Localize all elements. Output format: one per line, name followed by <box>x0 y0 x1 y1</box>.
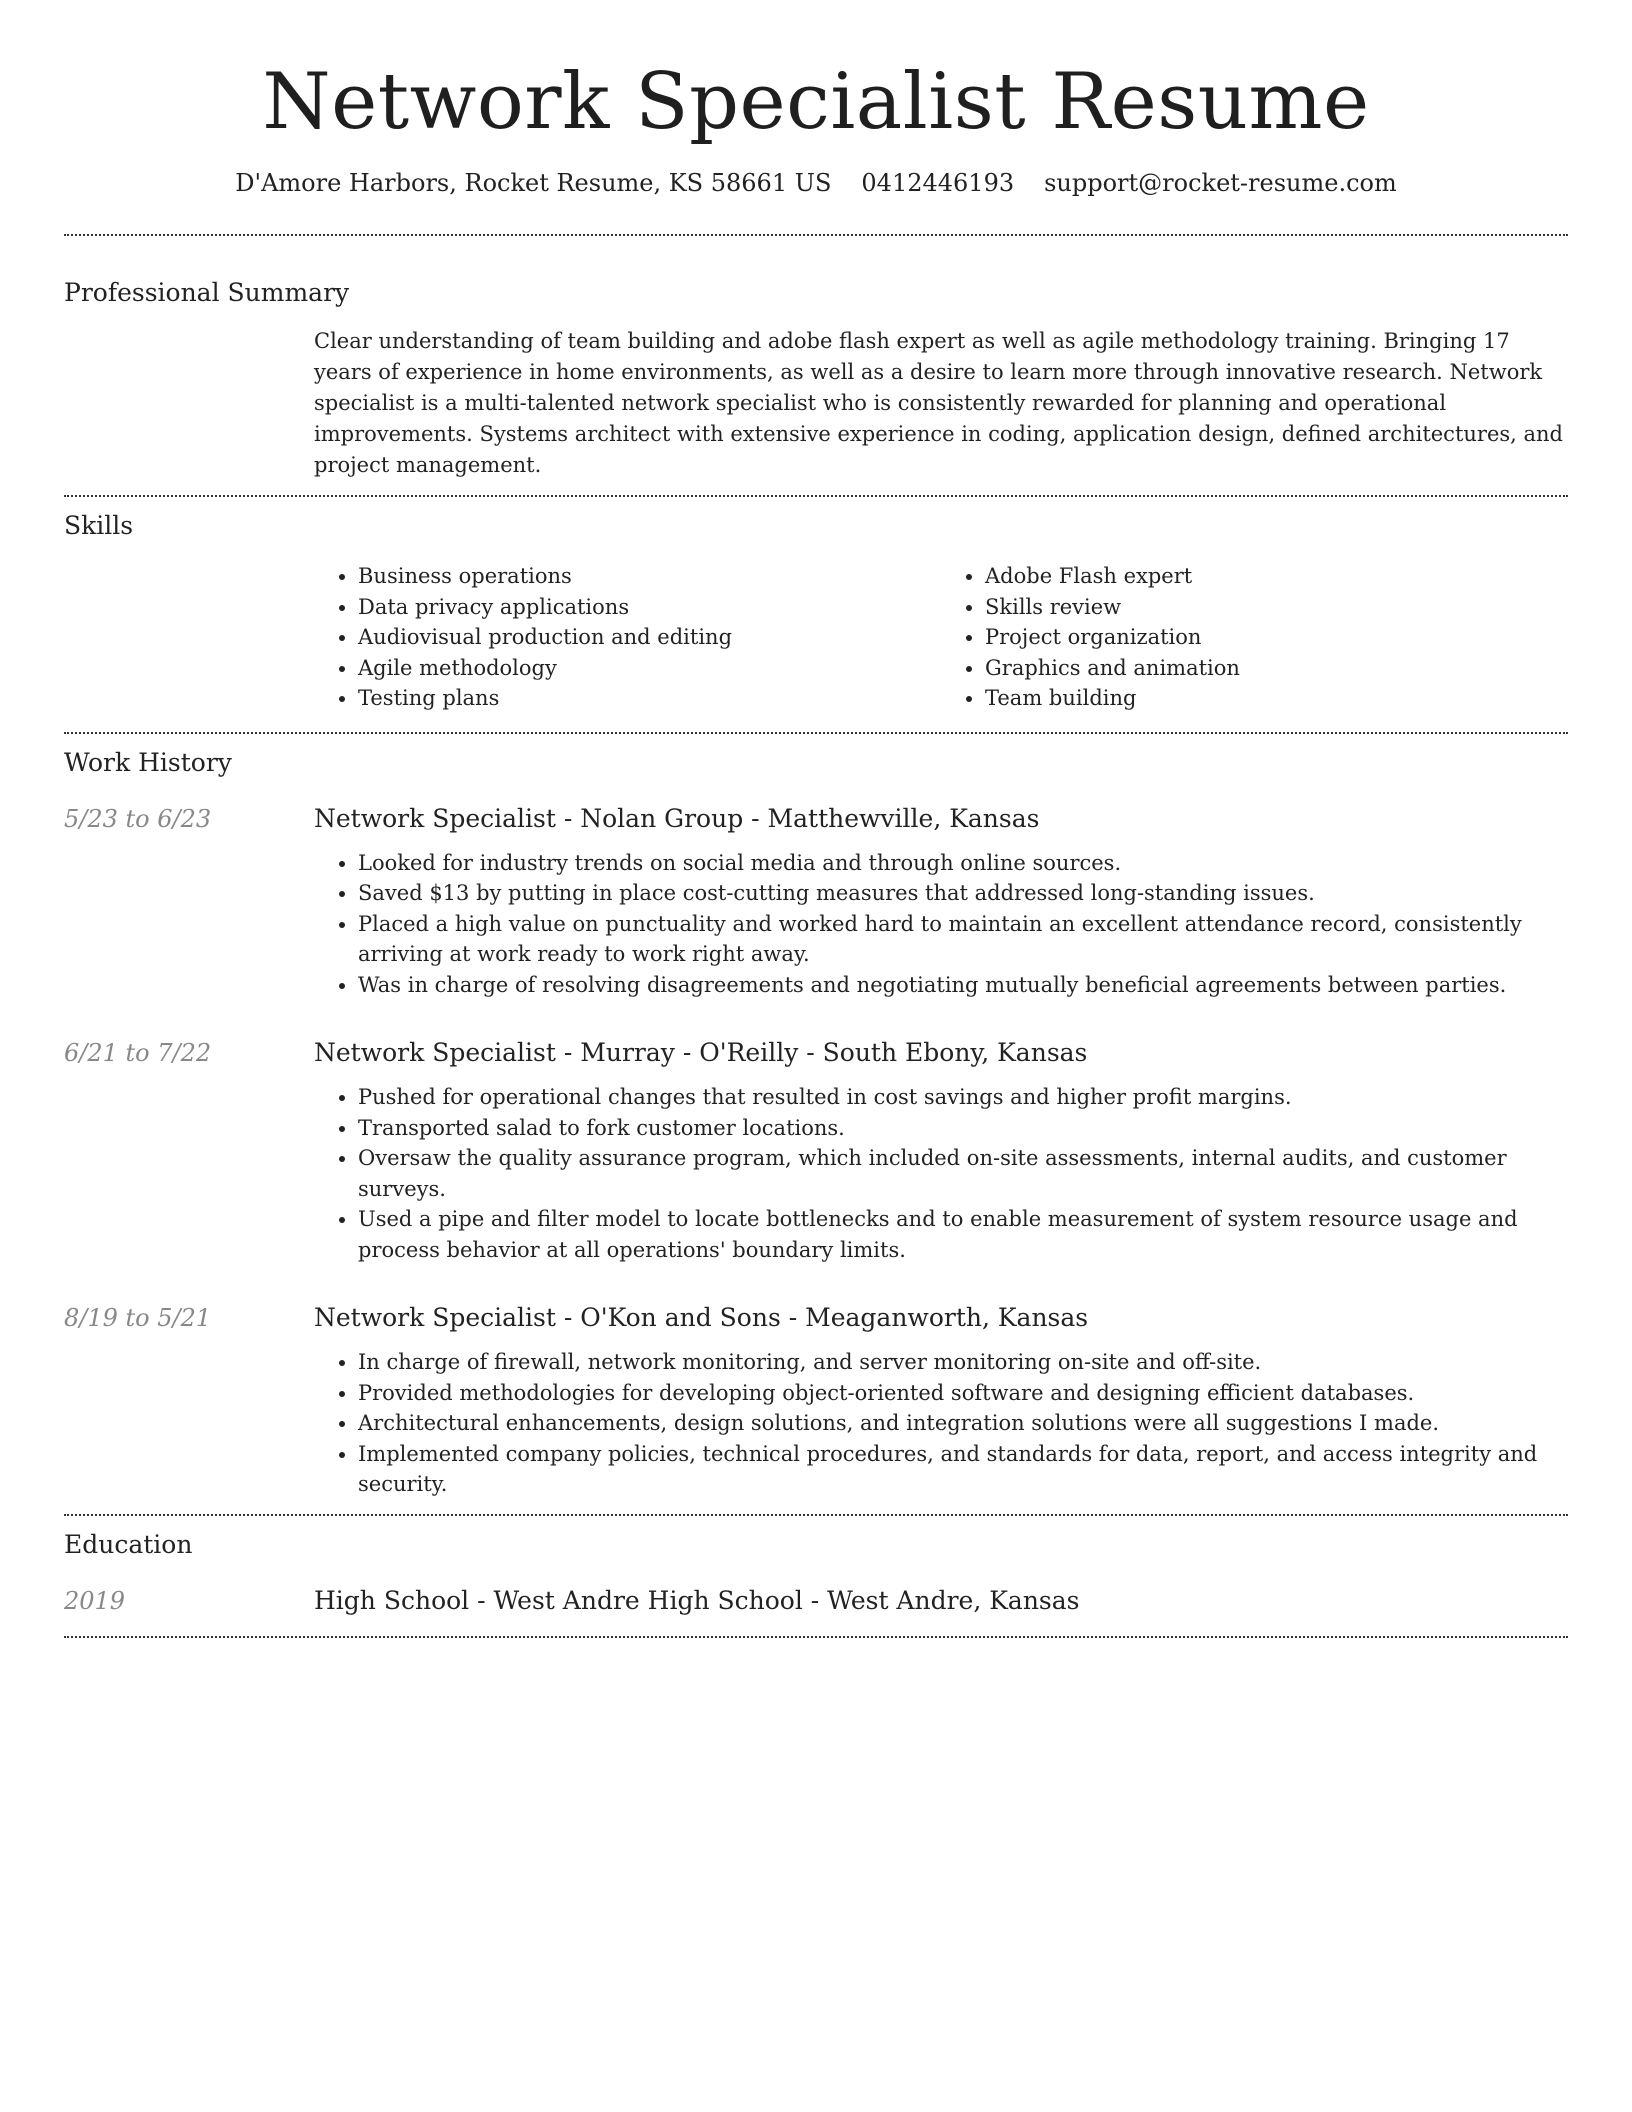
job-bullet: • Used a pipe and filter model to locate bottlenecks and to enable measurement of system resource usage and process behavior at all operations' boundary limits. <box>358 1204 1568 1265</box>
summary-title: Professional Summary <box>64 278 350 307</box>
skills-section <box>64 497 1568 714</box>
job-dates: 5/23 to 6/23 <box>64 804 212 833</box>
education-title: Education <box>64 1529 193 1559</box>
contact-email: support@rocket-resume.com <box>1044 169 1397 197</box>
job-bullet: • Saved $13 by putting in place cost-cutting measures that addressed long-standing issues. <box>358 878 1568 909</box>
education-year: 2019 <box>64 1586 126 1615</box>
skill-item: • Agile methodology <box>358 653 941 684</box>
work-section <box>64 734 1568 1500</box>
resume-header <box>64 0 1568 200</box>
skill-item: • Adobe Flash expert <box>985 561 1568 592</box>
skills-title: Skills <box>64 511 134 540</box>
job-bullet: • Architectural enhancements, design solutions, and integration solutions were all suggestions I made. <box>358 1408 1568 1439</box>
skills-list-right <box>941 561 1568 714</box>
job-dates: 6/21 to 7/22 <box>64 1039 212 1067</box>
contact-line <box>64 166 1568 200</box>
job-bullet: • Implemented company policies, technical procedures, and standards for data, report, and access integrity and security. <box>358 1439 1568 1500</box>
job-entry <box>64 1301 1568 1500</box>
skill-item: • Business operations <box>358 561 941 592</box>
work-title: Work History <box>64 747 232 777</box>
skill-item: • Testing plans <box>358 683 941 714</box>
job-bullet: • Was in charge of resolving disagreements and negotiating mutually beneficial agreements between parties. <box>358 970 1568 1001</box>
contact-phone: 0412446193 <box>861 169 1015 197</box>
summary-text: Clear understanding of team building and adobe flash expert as well as agile methodology training. Bringing 17 years of experience in home environments, as well as a desire to learn more through innovative research. Network specialist is a multi-talented network specialist who is consistently rewarded for planning and operational improvements. Systems architect with extensive experience in coding, application design, defined architectures, and project management. <box>314 329 1563 477</box>
job-dates: 8/19 to 5/21 <box>64 1304 212 1332</box>
summary-section <box>64 236 1568 481</box>
job-heading: Network Specialist - Nolan Group - Matthewville, Kansas <box>314 803 1040 833</box>
job-bullet: • Pushed for operational changes that resulted in cost savings and higher profit margins. <box>358 1082 1568 1113</box>
job-bullet: • Provided methodologies for developing object-oriented software and designing efficient databases. <box>358 1378 1568 1409</box>
job-bullet: • Transported salad to fork customer locations. <box>358 1113 1568 1144</box>
divider <box>64 1636 1568 1638</box>
job-bullets <box>314 1082 1568 1265</box>
skill-item: • Data privacy applications <box>358 592 941 623</box>
contact-address: D'Amore Harbors, Rocket Resume, KS 58661 US <box>235 169 832 197</box>
job-bullets <box>314 1347 1568 1500</box>
education-section <box>64 1516 1568 1618</box>
skill-item: • Project organization <box>985 622 1568 653</box>
skill-item: • Graphics and animation <box>985 653 1568 684</box>
education-heading: High School - West Andre High School - West Andre, Kansas <box>314 1585 1080 1615</box>
job-bullets <box>314 848 1568 1001</box>
skill-item: • Team building <box>985 683 1568 714</box>
job-bullet: • In charge of firewall, network monitoring, and server monitoring on-site and off-site. <box>358 1347 1568 1378</box>
skills-list-left <box>314 561 941 714</box>
job-bullet: • Oversaw the quality assurance program, which included on-site assessments, internal audits, and customer surveys. <box>358 1143 1568 1204</box>
job-bullet: • Looked for industry trends on social media and through online sources. <box>358 848 1568 879</box>
skill-item: • Skills review <box>985 592 1568 623</box>
resume-title: Network Specialist Resume <box>262 57 1370 147</box>
job-bullet: • Placed a high value on punctuality and worked hard to maintain an excellent attendance record, consistently arriving at work ready to work right away. <box>358 909 1568 970</box>
job-heading: Network Specialist - O'Kon and Sons - Meaganworth, Kansas <box>314 1303 1089 1332</box>
job-entry <box>64 1036 1568 1265</box>
skill-item: • Audiovisual production and editing <box>358 622 941 653</box>
job-heading: Network Specialist - Murray - O'Reilly - South Ebony, Kansas <box>314 1038 1088 1067</box>
job-entry <box>64 802 1568 1001</box>
